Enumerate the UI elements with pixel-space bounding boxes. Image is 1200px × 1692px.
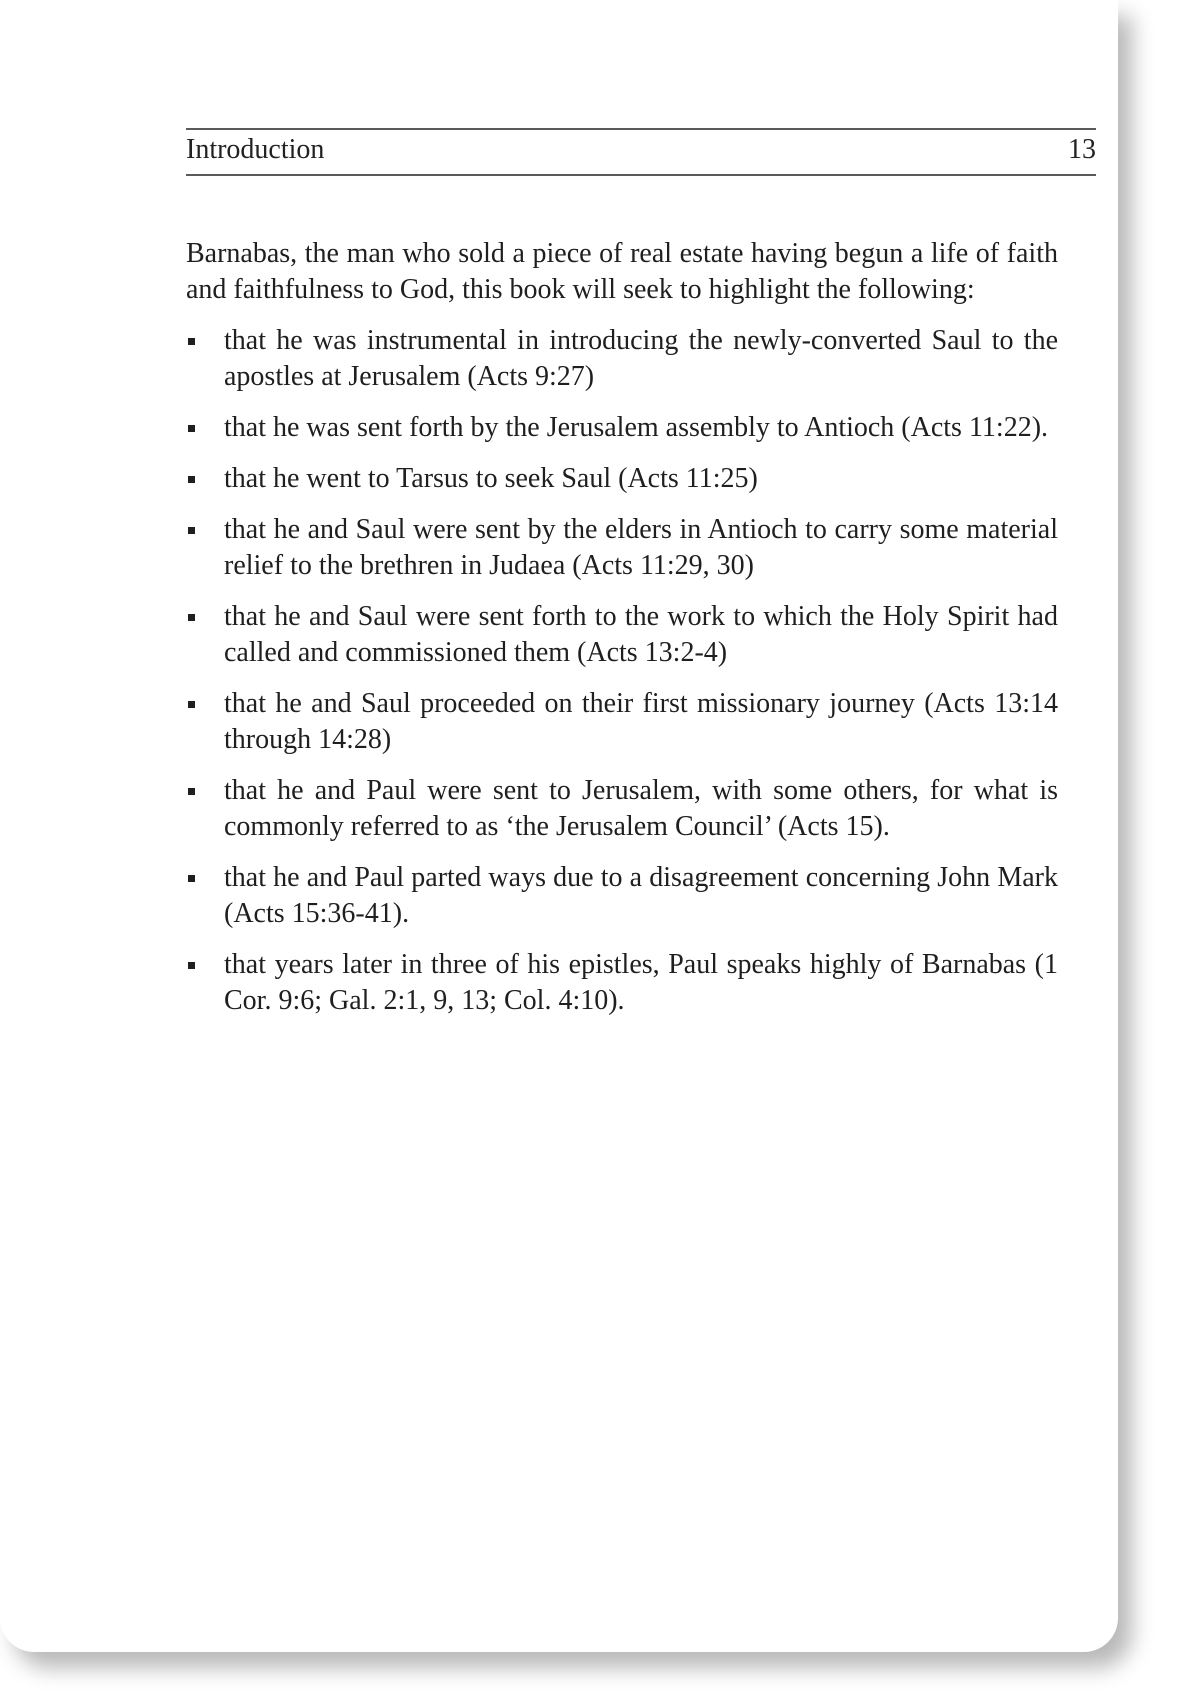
bullet-icon [188,338,195,345]
page-header [186,128,1096,176]
list-item-text: that he and Saul were sent by the elders in Antioch to carry some material relief to the brethren in Judaea (Acts 11:29, 30) [224,514,1058,581]
running-head: Introduction [186,134,325,165]
list-item [186,686,1058,758]
bullet-icon [188,962,195,969]
bullet-icon [188,788,195,795]
bullet-icon [188,875,195,882]
list-item-text: that he and Saul were sent forth to the work to which the Holy Spirit had called and commissioned them (Acts 13:2-4) [224,601,1058,668]
bullet-icon [188,614,195,621]
bullet-icon [188,476,195,483]
list-item-text: that he was sent forth by the Jerusalem assembly to Antioch (Acts 11:22). [224,412,1049,443]
list-item-text: that he and Paul were sent to Jerusalem, with some others, for what is commonly referred to as ‘the Jerusalem Council’ (Acts 15). [224,775,1058,842]
list-item-text: that he and Paul parted ways due to a disagreement concerning John Mark (Acts 15:36-41). [224,862,1058,929]
list-item [186,410,1058,446]
list-item [186,860,1058,932]
list-item-text: that he and Saul proceeded on their first missionary journey (Acts 13:14 through 14:28) [224,688,1058,755]
bullet-icon [188,701,195,708]
list-item [186,323,1058,395]
list-item [186,512,1058,584]
bullet-icon [188,527,195,534]
intro-paragraph: Barnabas, the man who sold a piece of real estate having begun a life of faith and faithfulness to God, this book will seek to highlight the following: [186,238,1058,305]
list-item-text: that he was instrumental in introducing the newly-converted Saul to the apostles at Jerusalem (Acts 9:27) [224,325,1058,392]
list-item [186,947,1058,1019]
list-item [186,599,1058,671]
bullet-icon [188,425,195,432]
page-body [186,236,1058,1034]
list-item [186,773,1058,845]
list-item-text: that he went to Tarsus to seek Saul (Acts 11:25) [224,463,758,494]
list-item-text: that years later in three of his epistles, Paul speaks highly of Barnabas (1 Cor. 9:6; Gal. 2:1, 9, 13; Col. 4:10). [224,949,1058,1016]
bullet-list [186,323,1058,1019]
list-item [186,461,1058,497]
page-number: 13 [1068,134,1096,165]
